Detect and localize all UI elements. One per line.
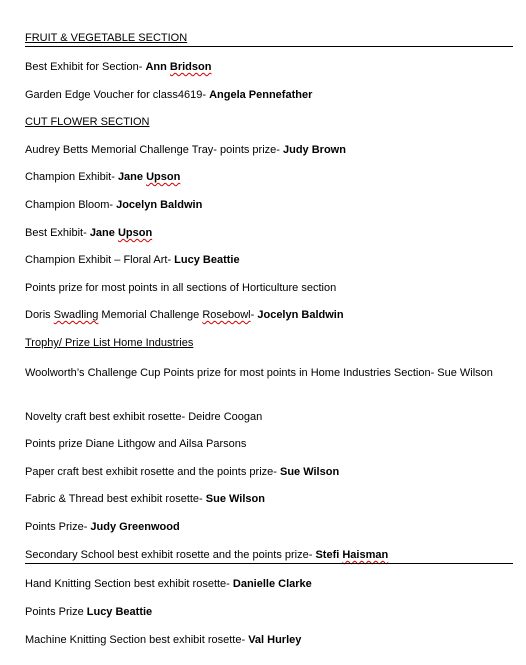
cut-flower-item: Best Exhibit- Jane Upson — [25, 227, 153, 239]
knitting-item: Hand Knitting Section best exhibit rosette- Danielle Clarke — [25, 578, 312, 590]
cut-flower-item: Points prize for most points in all sections of Horticulture section — [25, 282, 337, 294]
knitting-item: Points Prize Lucy Beattie — [25, 606, 153, 618]
cut-flower-item: Doris Swadling Memorial Challenge Rosebowl- Jocelyn Baldwin — [25, 309, 344, 321]
home-industries-item: Novelty craft best exhibit rosette- Deidre Coogan — [25, 411, 263, 423]
home-industries-item: Paper craft best exhibit rosette and the points prize- Sue Wilson — [25, 466, 340, 478]
knitting-item: Machine Knitting Section best exhibit rosette- Val Hurley — [25, 634, 302, 646]
home-industries-heading: Trophy/ Prize List Home Industries — [25, 337, 194, 349]
fruit-veg-item: Garden Edge Voucher for class4619- Angela Pennefather — [25, 89, 313, 101]
section-divider — [25, 563, 513, 564]
cut-flower-heading: CUT FLOWER SECTION — [25, 116, 150, 128]
section-divider — [25, 46, 513, 47]
home-industries-item: Secondary School best exhibit rosette and the points prize- Stefi Haisman — [25, 549, 389, 561]
fruit-veg-item: Best Exhibit for Section- Ann Bridson — [25, 61, 212, 73]
fruit-veg-heading: FRUIT & VEGETABLE SECTION — [25, 32, 188, 44]
cut-flower-item: Champion Bloom- Jocelyn Baldwin — [25, 199, 203, 211]
cut-flower-item: Champion Exhibit – Floral Art- Lucy Beattie — [25, 254, 240, 266]
cut-flower-item: Audrey Betts Memorial Challenge Tray- points prize- Judy Brown — [25, 144, 346, 156]
cut-flower-item: Champion Exhibit- Jane Upson — [25, 171, 181, 183]
home-industries-item: Fabric & Thread best exhibit rosette- Sue Wilson — [25, 493, 265, 505]
home-industries-item: Woolworth’s Challenge Cup Points prize for most points in Home Industries Section- Sue Wilson — [25, 367, 493, 379]
home-industries-item: Points prize Diane Lithgow and Ailsa Parsons — [25, 438, 247, 450]
home-industries-item: Points Prize- Judy Greenwood — [25, 521, 180, 533]
